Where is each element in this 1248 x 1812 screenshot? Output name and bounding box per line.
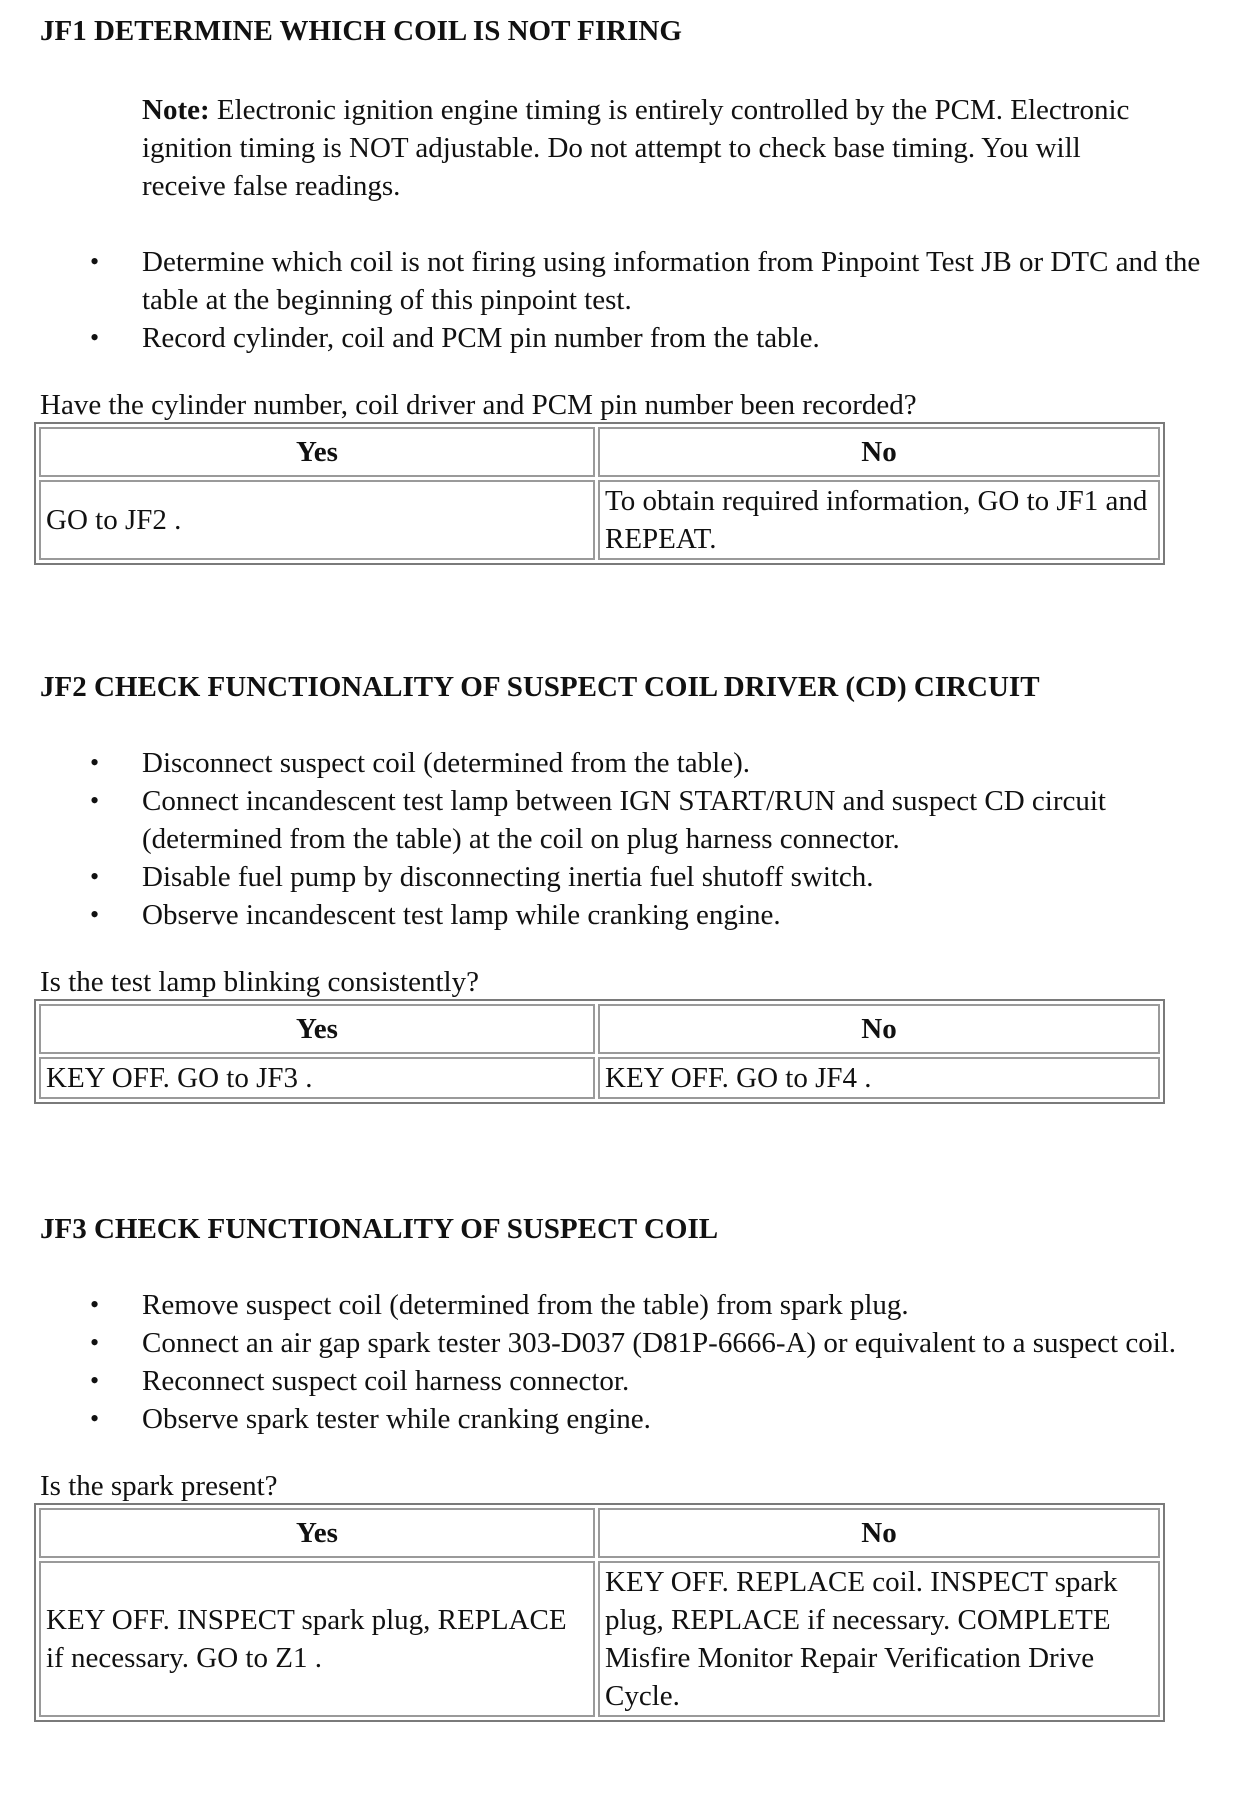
table-row <box>39 480 1160 560</box>
question: Is the spark present? <box>40 1470 278 1502</box>
table-row <box>39 1057 1160 1099</box>
step-title: JF3 CHECK FUNCTIONALITY OF SUSPECT COIL <box>40 1213 719 1245</box>
no-cell: KEY OFF. REPLACE coil. INSPECT spark plug, REPLACE if necessary. COMPLETE Misfire Monitor Repair Verification Drive Cycle. <box>598 1561 1160 1717</box>
table-header-row <box>39 1508 1160 1558</box>
step-jf1 <box>40 14 1210 565</box>
list-item: • Connect an air gap spark tester 303-D037 (D81P-6666-A) or equivalent to a suspect coil. <box>142 1324 1210 1362</box>
question: Have the cylinder number, coil driver and PCM pin number been recorded? <box>40 389 917 421</box>
no-header: No <box>598 1508 1160 1558</box>
note <box>142 91 1142 205</box>
list-item: • Reconnect suspect coil harness connector. <box>142 1362 1210 1400</box>
step-jf3 <box>40 1212 1210 1722</box>
answer-table <box>34 1503 1165 1722</box>
step-title: JF1 DETERMINE WHICH COIL IS NOT FIRING <box>40 15 682 47</box>
no-header: No <box>598 1004 1160 1054</box>
list-item: • Observe spark tester while cranking engine. <box>142 1400 1210 1438</box>
answer-table <box>34 999 1165 1104</box>
yes-cell: KEY OFF. GO to JF3 . <box>39 1057 595 1099</box>
list-item: • Remove suspect coil (determined from the table) from spark plug. <box>142 1286 1210 1324</box>
list-item: • Connect incandescent test lamp between IGN START/RUN and suspect CD circuit (determined from the table) at the coil on plug harness connector. <box>142 782 1210 858</box>
note-text: Electronic ignition engine timing is entirely controlled by the PCM. Electronic ignition timing is NOT adjustable. Do not attempt to check base timing. You will receive false readings. <box>142 94 1130 202</box>
yes-header: Yes <box>39 427 595 477</box>
list-item: • Determine which coil is not firing using information from Pinpoint Test JB or DTC and the table at the beginning of this pinpoint test. <box>142 243 1210 319</box>
no-header: No <box>598 427 1160 477</box>
bullet-list <box>40 744 1210 934</box>
list-item: • Disconnect suspect coil (determined from the table). <box>142 744 1210 782</box>
question: Is the test lamp blinking consistently? <box>40 966 479 998</box>
note-label: Note: <box>142 94 210 126</box>
list-item: • Record cylinder, coil and PCM pin number from the table. <box>142 319 1210 357</box>
yes-cell: KEY OFF. INSPECT spark plug, REPLACE if necessary. GO to Z1 . <box>39 1561 595 1717</box>
no-cell: KEY OFF. GO to JF4 . <box>598 1057 1160 1099</box>
step-jf2 <box>40 670 1210 1104</box>
table-header-row <box>39 427 1160 477</box>
bullet-list <box>40 243 1210 357</box>
table-header-row <box>39 1004 1160 1054</box>
list-item: • Disable fuel pump by disconnecting inertia fuel shutoff switch. <box>142 858 1210 896</box>
yes-header: Yes <box>39 1508 595 1558</box>
list-item: • Observe incandescent test lamp while cranking engine. <box>142 896 1210 934</box>
step-title: JF2 CHECK FUNCTIONALITY OF SUSPECT COIL DRIVER (CD) CIRCUIT <box>40 671 1040 703</box>
bullet-list <box>40 1286 1210 1438</box>
table-row <box>39 1561 1160 1717</box>
no-cell: To obtain required information, GO to JF1 and REPEAT. <box>598 480 1160 560</box>
answer-table <box>34 422 1165 565</box>
yes-cell: GO to JF2 . <box>39 480 595 560</box>
yes-header: Yes <box>39 1004 595 1054</box>
